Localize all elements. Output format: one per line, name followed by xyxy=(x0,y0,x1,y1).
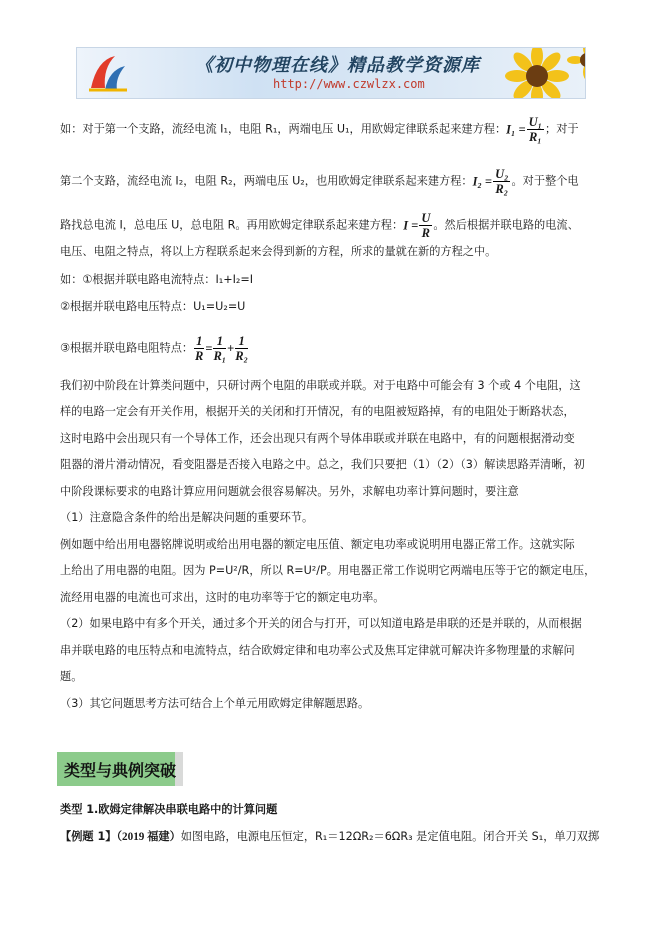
text: 。对于整个电 xyxy=(511,174,579,188)
rule-voltage: ②根据并联电路电压特点：U₁=U₂=U xyxy=(60,300,246,313)
header-banner xyxy=(76,47,586,99)
banner-url: http://www.czwlzx.com xyxy=(273,77,425,91)
denominator: R xyxy=(195,349,204,363)
fraction xyxy=(493,167,510,196)
example-line xyxy=(60,829,599,845)
sunflower-icon xyxy=(497,47,586,99)
text: 如：对于第一个支路，流经电流 I₁，电阻 R₁，两端电压 U₁，用欧姆定律联系起来建方程： xyxy=(60,122,507,136)
example-tag: 【例题 1】 xyxy=(60,830,117,843)
formula-lhs: I₂ = xyxy=(472,174,493,189)
body-line: 阻器的滑片滑动情况，看变阻器是否接入电路之中。总之，我们只要把（1）（2）（3）解读思路弄清晰，初 xyxy=(60,458,585,471)
body-line: （1）注意隐含条件的给出是解决问题的重要环节。 xyxy=(60,511,314,524)
text: ；对于 xyxy=(545,122,579,136)
fraction xyxy=(194,334,204,363)
denominator: R₁ xyxy=(213,349,227,363)
formula-lhs: I = xyxy=(403,218,419,233)
rule-resistance xyxy=(60,334,249,363)
numerator: U₁ xyxy=(528,115,543,129)
equals-sign: = xyxy=(205,341,213,356)
text-line: 电压、电阻之特点，将以上方程联系起来会得到新的方程，所求的量就在新的方程之中。 xyxy=(60,245,497,258)
plus-sign: + xyxy=(227,341,235,356)
formula-line-1 xyxy=(60,115,579,144)
text: 路找总电流 I，总电压 U，总电阻 R。再用欧姆定律联系起来建方程： xyxy=(60,218,404,232)
example-text: 如图电路，电源电压恒定，R₁＝12ΩR₂＝6ΩR₃ 是定值电阻。闭合开关 S₁，单刀双掷 xyxy=(180,830,600,843)
numerator: 1 xyxy=(213,334,226,349)
logo-icon xyxy=(85,50,131,96)
banner-title: 《初中物理在线》精品教学资源库 xyxy=(195,55,480,76)
denominator: R₂ xyxy=(495,182,509,196)
fraction xyxy=(527,115,544,144)
example-source: （2019 福建） xyxy=(116,831,181,843)
text: 第二个支路，流经电流 I₂，电阻 R₂，两端电压 U₂，也用欧姆定律联系起来建方程： xyxy=(60,174,473,188)
numerator: U xyxy=(421,211,431,225)
numerator: 1 xyxy=(235,334,248,349)
body-line: （3）其它问题思考方法可结合上个单元用欧姆定律解题思路。 xyxy=(60,697,370,710)
fraction xyxy=(235,334,248,363)
formula-line-3 xyxy=(60,211,579,240)
body-line: 这时电路中会出现只有一个导体工作，还会出现只有两个导体串联或并联在电路中，有的问题根据滑动变 xyxy=(60,432,575,445)
body-line: 上给出了用电器的电阻。因为 P=U²/R，所以 R=U²/P。用电器正常工作说明它两端电压等于它的额定电压， xyxy=(60,564,596,577)
body-line: （2）如果电路中有多个开关，通过多个开关的闭合与打开，可以知道电路是串联的还是并联的，从而根据 xyxy=(60,617,582,630)
body-line: 我们初中阶段在计算类问题中，只研讨两个电阻的串联或并联。对于电路中可能会有 3 个或 4 个电阻，这 xyxy=(60,379,581,392)
fraction xyxy=(213,334,226,363)
body-line: 例如题中给出用电器铭牌说明或给出用电器的额定电压值、额定电功率或说明用电器正常工作。这就实际 xyxy=(60,538,575,551)
body-line: 串并联电路的电压特点和电流特点，结合欧姆定律和电功率公式及焦耳定律就可解决许多物理量的求解问 xyxy=(60,644,575,657)
body-line: 样的电路一定会有开关作用，根据开关的关闭和打开情况，有的电阻被短路掉，有的电阻处于断路状态， xyxy=(60,405,575,418)
denominator: R₂ xyxy=(235,349,248,363)
text: ③根据并联电路电阻特点： xyxy=(60,341,194,355)
text: 。然后根据并联电路的电流、 xyxy=(433,218,579,232)
fraction xyxy=(419,211,432,240)
rule-current: 如：①根据并联电路电流特点：I₁+I₂=I xyxy=(60,273,254,286)
type-heading: 类型 1.欧姆定律解决串联电路中的计算问题 xyxy=(60,803,278,816)
numerator: 1 xyxy=(196,334,203,348)
denominator: R xyxy=(421,226,430,240)
formula-line-2 xyxy=(60,167,579,196)
section-heading xyxy=(57,752,183,786)
numerator: U₂ xyxy=(495,167,509,181)
body-line: 中阶段课标要求的电路计算应用问题就会很容易解决。另外，求解电功率计算问题时，要注意 xyxy=(60,485,519,498)
formula-lhs: I₁ = xyxy=(506,122,526,137)
body-line: 流经用电器的电流也可求出，这时的电功率等于它的额定电功率。 xyxy=(60,591,385,604)
body-line: 题。 xyxy=(60,670,83,683)
denominator: R₁ xyxy=(528,130,542,144)
section-title: 类型与典例突破 xyxy=(64,761,177,780)
